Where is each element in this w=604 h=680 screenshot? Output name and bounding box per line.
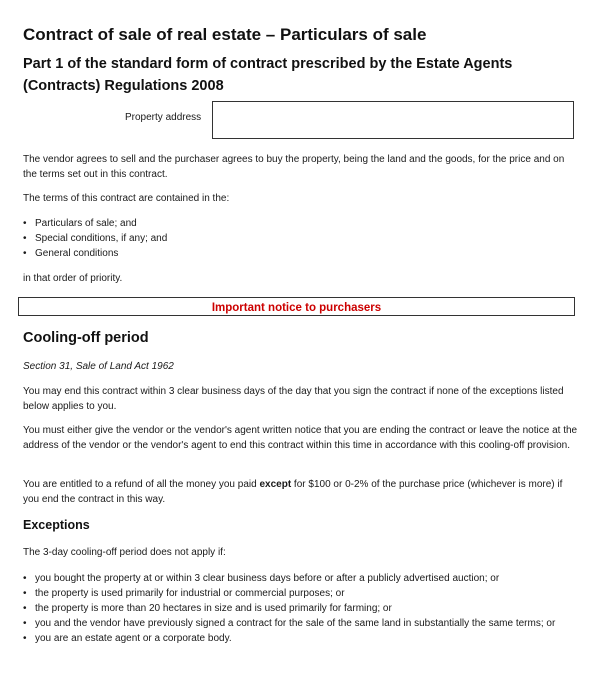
refund-text-end: for $100 or 0-2% of the purchase price (whichever is more) if you end the contract in this way. [23,479,563,505]
page-title: Contract of sale of real estate – Particulars of sale [23,25,427,44]
cooling-off-heading: Cooling-off period [23,330,149,346]
list-item: • the property is used primarily for industrial or commercial purposes; or [23,586,579,601]
cooling-paragraph-2: You must either give the vendor or the vendor's agent written notice that you are ending the contract or leave the notice at the address of the vendor or the vendor's agent to end this contract within this time in accordance with this cooling-off provision. [23,425,578,451]
list-item: • Special conditions, if any; and [23,231,579,246]
cooling-paragraph-3 [23,477,579,507]
exceptions-list [23,571,579,646]
important-notice-banner [18,297,575,316]
list-item: • the property is more than 20 hectares in size and is used primarily for farming; or [23,601,579,616]
page-subtitle: Part 1 of the standard form of contract prescribed by the Estate Agents (Contracts) Regulations 2008 [23,56,513,94]
property-address-field[interactable] [212,101,574,139]
refund-except-bold: except [259,479,292,490]
intro-paragraph: The vendor agrees to sell and the purchaser agrees to buy the property, being the land and the goods, for the price and on the terms set out in this contract. [23,154,565,180]
priority-text: in that order of priority. [23,273,123,284]
refund-text-start: You are entitled to a refund of all the money you paid [23,479,260,490]
exceptions-heading: Exceptions [23,518,90,532]
list-item: • you bought the property at or within 3 clear business days before or after a publicly advertised auction; or [23,571,579,586]
list-item: • General conditions [23,246,579,261]
important-notice-text: Important notice to purchasers [211,302,382,314]
list-item: • you and the vendor have previously signed a contract for the sale of the same land in substantially the same terms; or [23,616,579,631]
list-item: • you are an estate agent or a corporate body. [23,631,579,646]
terms-list [23,216,579,261]
section-reference: Section 31, Sale of Land Act 1962 [23,361,174,372]
exceptions-intro: The 3-day cooling-off period does not apply if: [23,547,226,558]
cooling-paragraph-1: You may end this contract within 3 clear business days of the day that you sign the contract if none of the exceptions listed below applies to you. [23,386,564,412]
property-address-label: Property address [125,112,202,123]
terms-intro: The terms of this contract are contained in the: [23,193,230,204]
list-item: • Particulars of sale; and [23,216,579,231]
